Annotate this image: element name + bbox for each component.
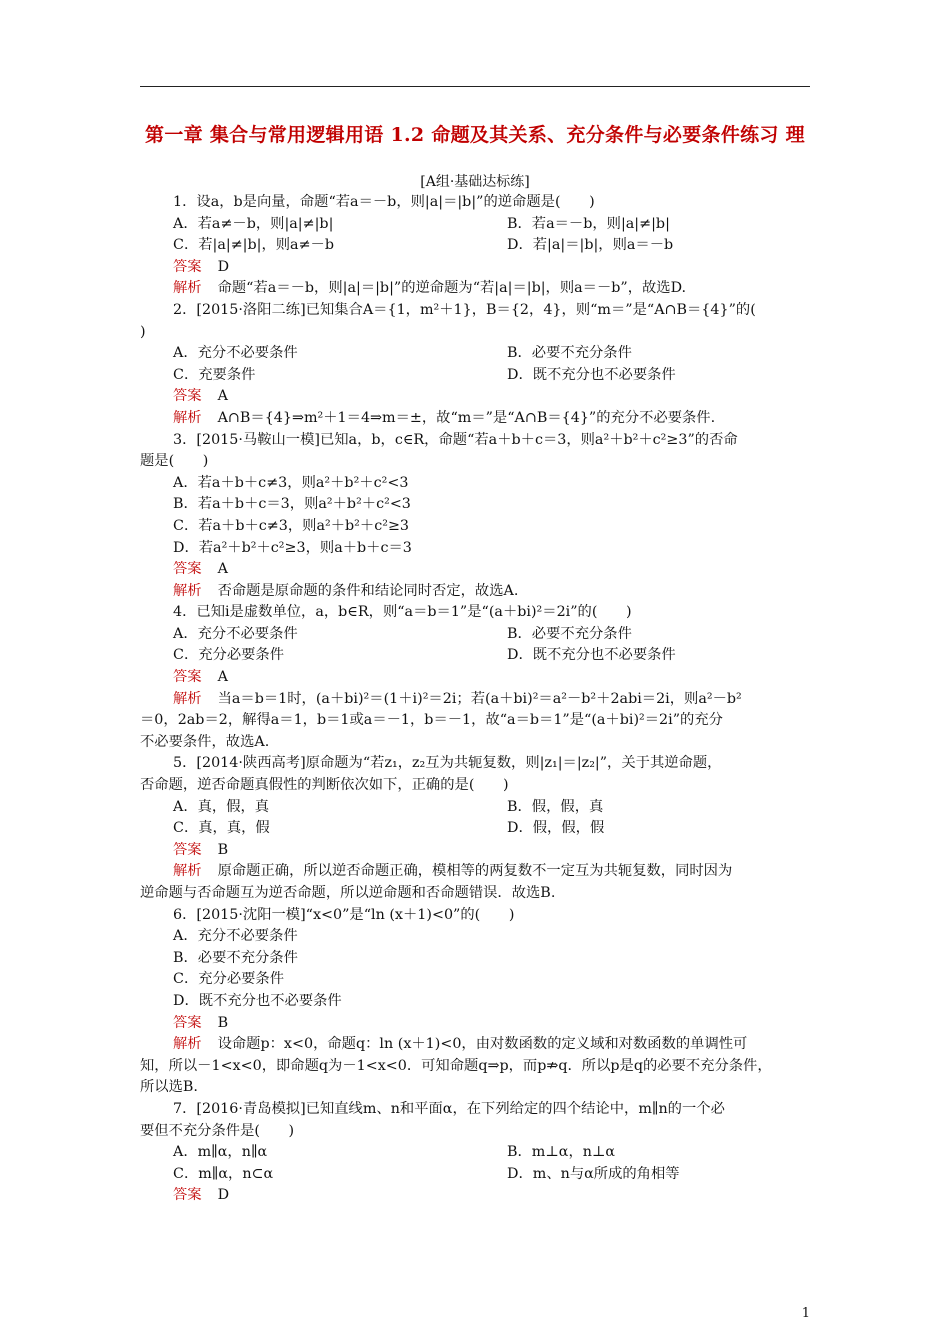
line-text: 3．[2015·马鞍山一模]已知a，b，c∈R，命题“若a＋b＋c＝3，则a²＋b²＋c²≥3”的否命: [173, 431, 738, 448]
line-text: C．充分必要条件: [173, 971, 285, 988]
line-text: B: [217, 1014, 229, 1031]
line-text: A: [217, 388, 228, 405]
text-line: [140, 1056, 810, 1078]
line-text: D: [217, 1187, 230, 1204]
option-row: [140, 235, 810, 257]
header-rule: [140, 86, 810, 87]
analysis-line: [140, 689, 810, 711]
answer-line: [140, 559, 810, 581]
line-text: D．既不充分也不必要条件: [173, 992, 342, 1009]
line-text: 7．[2016·青岛模拟]已知直线m、n和平面α，在下列给定的四个结论中，m∥n的一个必: [173, 1100, 725, 1117]
line-text: 4．已知i是虚数单位，a，b∈R，则“a＝b＝1”是“(a＋bi)²＝2i”的( ): [173, 604, 632, 621]
analysis-line: [140, 581, 810, 603]
line-text: 当a＝b＝1时，(a＋bi)²＝(1＋i)²＝2i；若(a＋bi)²＝a²－b²＋2abi＝2i，则a²－b²: [217, 690, 742, 707]
text-line: [140, 430, 810, 452]
page-number: 1: [801, 1306, 810, 1321]
line-text: 原命题正确，所以逆否命题正确，模相等的两复数不一定互为共轭复数，同时因为: [217, 863, 733, 880]
answer-line: [140, 257, 810, 279]
option-row: [140, 797, 810, 819]
text-line: [140, 1077, 810, 1099]
option-right: B．m⊥α，n⊥α: [507, 1144, 616, 1161]
text-line: [140, 538, 810, 560]
answer-line: [140, 1013, 810, 1035]
option-right: B．必要不充分条件: [507, 345, 632, 362]
analysis-line: [140, 1034, 810, 1056]
text-line: [140, 883, 810, 905]
text-line: [140, 732, 810, 754]
line-text: B: [217, 841, 229, 858]
line-text: A．若a＋b＋c≠3，则a²＋b²＋c²<3: [173, 474, 409, 491]
line-text: B．必要不充分条件: [173, 949, 298, 966]
line-text: 不必要条件，故选A.: [140, 733, 270, 750]
line-text: C．若a＋b＋c≠3，则a²＋b²＋c²≥3: [173, 517, 410, 534]
line-text: A．充分不必要条件: [173, 928, 298, 945]
answer-label: 答案: [173, 561, 202, 578]
option-left: C．充分必要条件: [173, 647, 285, 664]
answer-line: [140, 667, 810, 689]
analysis-label: 解析: [173, 409, 202, 426]
line-text: B．若a＋b＋c＝3，则a²＋b²＋c²<3: [173, 496, 411, 513]
analysis-label: 解析: [173, 280, 202, 297]
text-line: [140, 516, 810, 538]
line-text: A: [217, 561, 228, 578]
answer-line: [140, 386, 810, 408]
option-row: [140, 1142, 810, 1164]
option-row: [140, 343, 810, 365]
line-text: ＝0，2ab＝2，解得a＝1，b＝1或a＝－1，b＝－1，故“a＝b＝1”是“(a＋bi)²＝2i”的充分: [140, 712, 723, 729]
answer-label: 答案: [173, 258, 202, 275]
option-right: B．若a＝－b，则|a|≠|b|: [507, 215, 670, 232]
line-text: A∩B＝{4}⇒m²＋1＝4⇒m＝±，故“m＝”是“A∩B＝{4}”的充分不必要条件.: [217, 409, 716, 426]
option-left: A．充分不必要条件: [173, 345, 298, 362]
line-text: 设命题p：x<0，命题q：ln (x＋1)<0，由对数函数的定义域和对数函数的单调性可: [217, 1036, 748, 1053]
text-line: [140, 451, 810, 473]
option-left: A．充分不必要条件: [173, 625, 298, 642]
line-text: 否命题是原命题的条件和结论同时否定，故选A.: [217, 582, 519, 599]
text-line: [140, 494, 810, 516]
option-row: [140, 818, 810, 840]
answer-line: [140, 840, 810, 862]
text-line: [140, 300, 810, 322]
option-right: D．m、n与α所成的角相等: [507, 1165, 680, 1182]
line-text: 命题“若a＝－b，则|a|＝|b|”的逆命题为“若|a|＝|b|，则a＝－b”，故选D.: [217, 280, 687, 297]
line-text: 所以选B.: [140, 1079, 198, 1096]
option-left: A．若a≠－b，则|a|≠|b|: [173, 215, 334, 232]
text-line: [140, 710, 810, 732]
line-text: D: [217, 258, 230, 275]
line-text: 1．设a，b是向量，命题“若a＝－b，则|a|＝|b|”的逆命题是( ): [173, 194, 595, 210]
answer-label: 答案: [173, 388, 202, 405]
option-right: D．若|a|＝|b|，则a＝－b: [507, 237, 674, 254]
analysis-line: [140, 278, 810, 300]
line-text: 逆命题与否命题互为逆否命题，所以逆命题和否命题错误．故选B.: [140, 885, 556, 901]
option-left: C．真，真，假: [173, 820, 270, 837]
text-line: [140, 1099, 810, 1121]
line-text: 要但不充分条件是( ): [140, 1122, 295, 1139]
option-row: [140, 1164, 810, 1186]
line-text: 否命题，逆否命题真假性的判断依次如下，正确的是( ): [140, 777, 509, 794]
answer-label: 答案: [173, 1014, 202, 1031]
line-text: 题是( ): [140, 453, 209, 470]
text-line: [140, 192, 810, 214]
section-subtitle: [A组·基础达标练]: [420, 174, 530, 190]
option-row: [140, 365, 810, 387]
exercise-body: [140, 192, 810, 1207]
text-line: [140, 926, 810, 948]
analysis-label: 解析: [173, 863, 202, 880]
analysis-line: [140, 861, 810, 883]
text-line: [140, 473, 810, 495]
option-right: B．假，假，真: [507, 798, 604, 815]
option-left: C．若|a|≠|b|，则a≠－b: [173, 237, 334, 254]
option-left: C．充要条件: [173, 366, 256, 383]
text-line: [140, 322, 810, 344]
text-line: [140, 948, 810, 970]
option-right: D．假，假，假: [507, 820, 605, 837]
text-line: [140, 1121, 810, 1143]
option-left: C．m∥α，n⊂α: [173, 1165, 274, 1182]
answer-line: [140, 1185, 810, 1207]
line-text: 2．[2015·洛阳二练]已知集合A＝{1，m²＋1}，B＝{2，4}，则“m＝”是“A∩B＝{4}”的(: [173, 301, 756, 318]
answer-label: 答案: [173, 841, 202, 858]
option-left: A．m∥α，n∥α: [173, 1144, 268, 1161]
document-title: 第一章 集合与常用逻辑用语 1.2 命题及其关系、充分条件与必要条件练习 理: [145, 124, 805, 146]
line-text: 6．[2015·沈阳一模]“x<0”是“ln (x＋1)<0”的( ): [173, 906, 515, 923]
answer-label: 答案: [173, 669, 202, 686]
option-right: D．既不充分也不必要条件: [507, 366, 676, 383]
text-line: [140, 753, 810, 775]
text-line: [140, 991, 810, 1013]
text-line: [140, 905, 810, 927]
analysis-label: 解析: [173, 1036, 202, 1053]
line-text: ): [140, 323, 146, 340]
line-text: A: [217, 669, 228, 686]
option-left: A．真，假，真: [173, 798, 270, 815]
option-row: [140, 214, 810, 236]
text-line: [140, 969, 810, 991]
line-text: 知，所以－1<x<0，即命题q为－1<x<0．可知命题q⇒p，而p⇏q．所以p是q的必要不充分条件，: [140, 1057, 772, 1074]
text-line: [140, 775, 810, 797]
answer-label: 答案: [173, 1187, 202, 1204]
line-text: D．若a²＋b²＋c²≥3，则a＋b＋c＝3: [173, 539, 412, 556]
option-row: [140, 645, 810, 667]
text-line: [140, 602, 810, 624]
analysis-label: 解析: [173, 582, 202, 599]
line-text: 5．[2014·陕西高考]原命题为“若z₁，z₂互为共轭复数，则|z₁|＝|z₂|”，关于其逆命题，: [173, 755, 722, 772]
option-right: B．必要不充分条件: [507, 625, 632, 642]
option-right: D．既不充分也不必要条件: [507, 647, 676, 664]
analysis-line: [140, 408, 810, 430]
analysis-label: 解析: [173, 690, 202, 707]
option-row: [140, 624, 810, 646]
